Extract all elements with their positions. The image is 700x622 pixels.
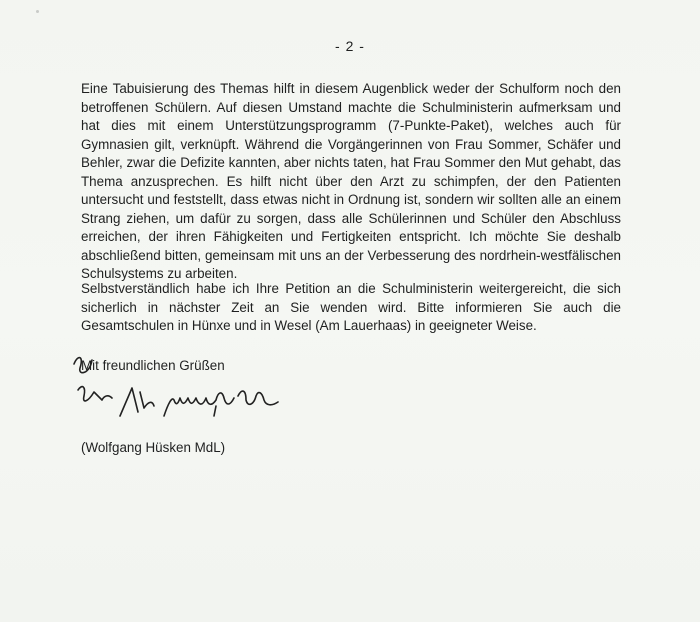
- signer-name: (Wolfgang Hüsken MdL): [81, 440, 226, 455]
- paragraph-2: Selbstverständlich habe ich Ihre Petition an die Schulministerin weitergereicht, die sich sicherlich in nächster Zeit an Sie wenden wird. Bitte informieren Sie auch die Gesamtschulen in Hünxe und in Wesel (Am Lauerhaas) in geeigneter Weise.: [81, 281, 621, 333]
- scan-speck: [36, 10, 39, 13]
- paragraph-1: Eine Tabuisierung des Themas hilft in diesem Augenblick weder der Schulform noch den betroffenen Schülern. Auf diesen Umstand machte die Schulministerin aufmerksam und hat dies mit einem Unterstützungsprogramm (7-Punkte-Paket), welches auch für Gymnasien gilt, verknüpft. Während die Vorgängerinnen von Frau Sommer, Schäfer und Behler, zwar die Defizite kannten, aber nichts taten, hat Frau Sommer den Mut gehabt, das Thema anzusprechen. Es hilft nicht über den Arzt zu schimpfen, der den Patienten untersucht und feststellt, dass etwas nicht in Ordnung ist, sondern wir sollten alle an einem Strang ziehen, um dafür zu sorgen, dass alle Schülerinnen und Schüler den Abschluss erreichen, der ihren Fähigkeiten und Fertigkeiten entspricht. Ich möchte Sie deshalb abschließend bitten, gemeinsam mit uns an der Verbesserung des nordrhein-westfälischen Schulsystems zu arbeiten.: [81, 81, 621, 281]
- handwritten-signature: [68, 346, 308, 446]
- page-number: - 2 -: [335, 38, 365, 54]
- closing-salutation: Mit freundlichen Grüßen: [81, 358, 225, 373]
